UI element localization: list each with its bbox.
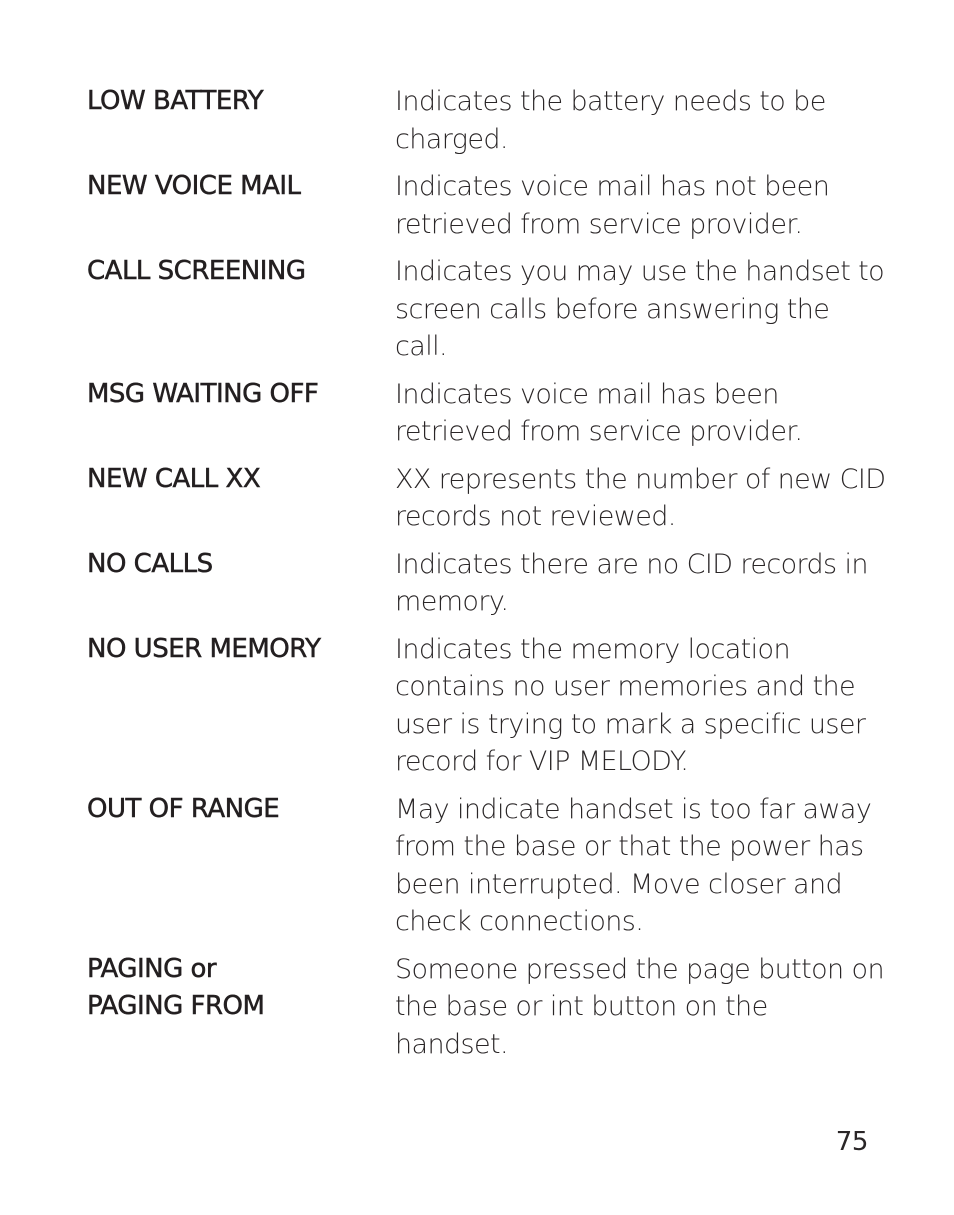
message-description: XX represents the number of new CID records not reviewed. [395,463,886,532]
message-description: Indicates you may use the handset to screen calls before answering the call. [395,256,885,362]
list-item [87,461,887,536]
message-description: May indicate handset is too far away from the base or that the power has been interrupted. Move closer and check connections. [395,793,872,937]
list-item [87,631,887,781]
message-term-line: NO USER MEMORY [87,633,321,664]
list-item [87,168,887,243]
message-description: Indicates voice mail has been retrieved from service provider. [395,378,803,447]
message-term-line: OUT OF RANGE [87,793,280,824]
message-term [87,791,395,828]
message-term [87,546,395,583]
message-term [87,253,395,290]
message-description: Indicates there are no CID records in memory. [395,548,868,617]
message-term [87,376,395,413]
message-term [87,631,395,668]
message-term-line: LOW BATTERY [87,86,264,116]
display-messages-list [87,83,887,1073]
message-term-line: NO CALLS [87,548,213,579]
message-term [87,951,395,1025]
list-item [87,546,887,621]
list-item [87,83,887,158]
message-term-line: PAGING FROM [87,990,265,1021]
message-term-line: MSG WAITING OFF [87,378,319,409]
message-term [87,461,395,498]
message-term-line: NEW VOICE MAIL [87,171,301,201]
message-description: Indicates the battery needs to be charged. [395,86,826,155]
message-description: Someone pressed the page button on the base or int button on the handset. [395,953,884,1060]
message-term-line: NEW CALL XX [87,463,261,494]
message-term [87,83,395,120]
message-description: Indicates the memory location contains no user memories and the user is trying to mark a specific user record for VIP MELODY. [395,633,866,777]
list-item [87,376,887,451]
message-term-line: PAGING or [87,953,217,984]
message-description: Indicates voice mail has not been retrieved from service provider. [395,171,830,240]
list-item [87,791,887,941]
page-number: 75 [835,1127,868,1157]
message-term-line: CALL SCREENING [87,256,306,286]
message-term [87,168,395,205]
list-item [87,951,887,1064]
list-item [87,253,887,366]
